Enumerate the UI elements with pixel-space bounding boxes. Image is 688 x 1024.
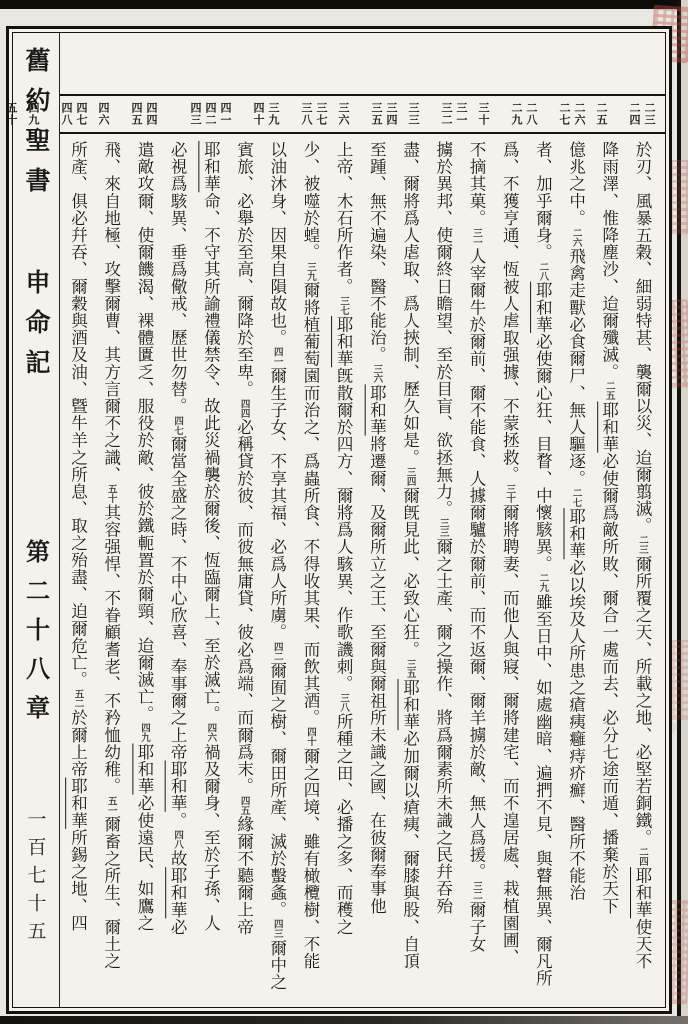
verse-number-group: [349, 102, 397, 126]
verse-number: 二八: [525, 102, 538, 126]
scan-edge-bottom: [0, 1016, 688, 1024]
text-segment: 億兆之中。: [566, 141, 586, 227]
verse-number-marker: 二七: [570, 487, 582, 507]
divine-name-marked: 耶和華: [68, 777, 88, 829]
text-segment: 於爾上帝: [68, 709, 88, 778]
verse-number-marker: 二五: [603, 381, 615, 401]
verse-strip: [5, 94, 665, 134]
text-segment: 禍及爾身、至於子孫、人: [201, 743, 221, 932]
verse-number-marker: 三二: [470, 881, 482, 901]
verse-number: 四十: [252, 102, 265, 126]
scripture-column: [360, 141, 393, 1003]
scripture-column: [261, 141, 294, 1003]
scripture-column: [593, 141, 626, 1003]
verse-number-marker: 四十: [304, 727, 316, 747]
text-segment: 爾將聘妻、而他人與寢、爾將建宅、而不遑居處、栽植園圃、: [500, 504, 520, 966]
verse-number-marker: 二九: [537, 573, 549, 593]
text-segment: 必加爾以瘡痍、爾膝與股、自頂: [400, 730, 420, 970]
text-segment: 不摘其菓。: [466, 141, 486, 227]
verse-number-marker: 三一: [470, 227, 482, 247]
verse-number-marker: 五一: [105, 795, 117, 815]
text-segment: 盡、爾將爲人虐取、爲人挾制、歷久如是。: [400, 141, 420, 466]
scripture-column: [294, 141, 327, 1003]
text-segment: 爾之四境、雖有橄欖樹、不能: [300, 747, 320, 970]
verse-number-marker: 二八: [537, 261, 549, 281]
scripture-column: [427, 141, 460, 1003]
text-segment: 使天不: [633, 918, 652, 970]
text-segment: 雖至日中、如處幽暗、遍捫不見、與瞽無異、爾凡所: [533, 593, 553, 987]
verse-number-marker: 四八: [172, 829, 184, 849]
verse-number-marker: 四三: [271, 919, 283, 939]
text-segment: 必稱貸於彼、而彼無庸貸、彼必爲端、而爾爲末。: [234, 418, 254, 795]
verse-number-marker: 三四: [404, 466, 416, 486]
verse-number-marker: 四六: [205, 723, 217, 743]
verse-number-marker: 三三: [437, 518, 449, 538]
verse-number-marker: 五二: [72, 689, 84, 709]
divine-name-marked: 耶和華: [400, 678, 420, 731]
scan-edge-right: [677, 0, 688, 1024]
text-segment: 爲、不獲亨通、恆被人虐取强據、不蒙拯救。: [500, 141, 520, 483]
text-segment: 爾囿之樹、爾田所產、滅於蟿螽。: [267, 661, 287, 919]
verse-number: 二三: [643, 102, 656, 126]
scripture-column: [95, 141, 128, 1003]
verse-number-marker: 四一: [271, 347, 283, 367]
chapter-heading: 第二十八章: [21, 539, 51, 734]
text-segment: 擄於異邦、使爾終日瞻望、至於目盲、欲拯無力。: [433, 141, 453, 518]
verse-number-marker: 三六: [371, 364, 383, 384]
scripture-column: [393, 141, 426, 1003]
scripture-column: [327, 141, 360, 1003]
text-segment: 爾之土產、爾之操作、將爲爾素所未識之民幷吞殆: [433, 538, 453, 915]
verse-number-marker: 四五: [238, 795, 250, 815]
book-title-deuteronomy: 申命記: [22, 269, 51, 389]
text-segment: 爾旣見此、必致心狂。: [400, 486, 420, 658]
verse-number: 四九: [27, 102, 40, 126]
scripture-column: [460, 141, 493, 1003]
text-segment: 飛禽走獸必食爾尸、無人驅逐。: [566, 247, 586, 487]
text-segment: 緣爾不聽爾上帝: [234, 815, 254, 936]
divine-name-marked: 耶和華: [168, 867, 188, 919]
verse-number-group: [585, 102, 607, 126]
verse-number: 四七: [75, 102, 88, 126]
verse-number: 三五: [370, 102, 383, 126]
text-segment: 至踵、無不遍染、醫不能治。: [367, 141, 387, 364]
verse-number: 三六: [337, 102, 350, 126]
verse-number: 三九: [267, 102, 280, 126]
text-segment: 於刃、風暴五穀、細弱特甚、襲爾以災、迨爾翦滅。: [633, 141, 652, 535]
verse-number: 三二: [440, 102, 453, 126]
text-segment: 爾中之: [267, 939, 287, 991]
verse-number: 四四: [145, 102, 158, 126]
verse-number-group: [467, 102, 489, 126]
scripture-column: [626, 141, 659, 1003]
text-segment: 以油沐身、因果自隕故也。: [267, 141, 287, 347]
verse-number-group: [397, 102, 419, 126]
divine-name-marked: 耶和華: [201, 141, 221, 193]
text-segment: 其容强悍、不眷顧耆老、不矜恤幼稚。: [101, 504, 121, 795]
text-segment: 上帝、木石所作者。: [334, 141, 354, 295]
verse-number: 三七: [315, 102, 328, 126]
verse-number-marker: 二四: [637, 847, 648, 867]
verse-number: 二七: [558, 102, 571, 126]
verse-number: 三八: [300, 102, 313, 126]
text-segment: 必使爾心狂、目瞀、中懷駭異。: [533, 333, 553, 573]
verse-number-marker: 三五: [404, 658, 416, 678]
divine-name-marked: 耶和華: [334, 315, 354, 368]
page-frame: [6, 26, 672, 1014]
verse-number-marker: 三九: [304, 261, 316, 281]
verse-number-group: [87, 102, 109, 126]
verse-number: 二九: [510, 102, 523, 126]
verse-number: 二五: [595, 102, 608, 126]
text-segment: 爾當全盛之時、不中心欣喜、奉事爾之上帝: [168, 435, 188, 761]
scripture-column: [128, 141, 161, 1003]
text-segment: 所產、俱必幷吞、爾穀與酒及油、曁牛羊之所息、取之殆盡、迫爾危亡。: [68, 141, 88, 689]
verse-number-group: [157, 102, 231, 126]
text-segment: 爾畜之所生、爾土之: [101, 815, 121, 970]
verse-number-marker: 三十: [504, 484, 516, 503]
text-segment: 命、不守其所諭禮儀禁令、故此災禍襲於爾後、恆臨爾上、至於滅亡。: [201, 192, 221, 723]
text-segment: 旣散爾於四方、爾將爲人駭異、作歌譏刺。: [334, 367, 354, 693]
verse-number: 四一: [219, 102, 232, 126]
text-segment: 人宰爾牛於爾前、爾不能食、人據爾驢於爾前、而不返爾、爾羊擄於敵、無人爲援。: [466, 247, 486, 881]
text-segment: 故: [168, 849, 188, 868]
divine-name-marked: 耶和華: [134, 743, 154, 795]
verse-number: 四三: [189, 102, 202, 126]
verse-number-marker: 二三: [637, 535, 648, 555]
text-segment: 所種之田、必播之多、而穫之: [334, 713, 354, 936]
scripture-column: [493, 141, 526, 1003]
text-segment: 爾子女: [466, 901, 486, 953]
scripture-column: [227, 141, 260, 1003]
top-margin: [60, 33, 665, 94]
verse-number-group: [279, 102, 327, 126]
text-segment: 降雨澤、惟降塵沙、迨爾殲滅。: [599, 141, 619, 381]
text-segment: 必使爾爲敵所敗、爾合一處而去、必分七途而遁、播棄於天下: [599, 452, 619, 915]
text-segment: 爾所覆之天、所載之地、必堅若銅鐵。: [633, 555, 652, 847]
verse-number-marker: 四九: [138, 723, 150, 743]
text-segment: 必使遠民、如鷹之: [134, 794, 154, 932]
verse-number-marker: 三七: [338, 295, 350, 315]
text-segment: 。: [168, 811, 188, 829]
verse-number-marker: 五十: [105, 484, 117, 503]
verse-number: 二六: [573, 102, 586, 126]
verse-number: 五十: [5, 102, 18, 126]
verse-number-marker: 二六: [570, 227, 582, 247]
verse-number: 三十: [477, 102, 490, 126]
verse-number-group: [419, 102, 467, 126]
text-segment: 必視爲駭異、垂爲儆戒、歷世勿替。: [168, 141, 188, 415]
title-sidebar: [13, 33, 60, 1007]
scripture-column: [194, 141, 227, 1003]
verse-number: 三三: [407, 102, 420, 126]
text-segment: 賓旅、必舉於至高、爾降於至卑。: [234, 141, 254, 398]
verse-number: 四八: [60, 102, 73, 126]
text-segment: 少、被噬於蝗。: [300, 141, 320, 261]
page-frame-inner: [5, 32, 666, 1008]
text-segment: 者、加乎爾身。: [533, 141, 553, 261]
scan-edge-top: [0, 0, 688, 9]
verse-number-group: [489, 102, 537, 126]
verse-number: 三一: [455, 102, 468, 126]
verse-number-group: [109, 102, 157, 126]
verse-number: 二四: [628, 102, 641, 126]
scripture-column: [61, 141, 94, 1003]
book-series-title: 舊約聖書: [22, 47, 51, 207]
text-segment: 爾將植葡萄園而治之、爲蟲所食、不得收其果、而飲其酒。: [300, 281, 320, 727]
verse-number: 四六: [97, 102, 110, 126]
verse-number: 四二: [204, 102, 217, 126]
text-columns: [60, 134, 665, 1007]
verse-number-marker: 四四: [238, 398, 250, 418]
verse-number-group: [327, 102, 349, 126]
verse-number-group: [39, 102, 87, 126]
text-segment: 遣敵攻爾、使爾饑渴、裸體匱乏、服役於敵、彼於鐵軛置於爾頸、迨爾滅亡。: [134, 141, 154, 723]
verse-number-group: [231, 102, 279, 126]
verse-number-group: [17, 102, 39, 126]
verse-number-group: [537, 102, 585, 126]
scripture-column: [559, 141, 592, 1003]
text-segment: 將遷爾、及爾所立之王、至爾與爾祖所未識之國、在彼爾奉事他: [367, 435, 387, 915]
text-segment: 所錫之地、四: [68, 828, 88, 932]
divine-name-marked: 耶和華: [533, 281, 553, 334]
text-segment: 必: [168, 918, 188, 936]
verse-number-group: [0, 102, 17, 126]
page-number: 一百七十五: [24, 809, 47, 949]
verse-number-marker: 三八: [338, 693, 350, 713]
divine-name-marked: 耶和華: [633, 867, 652, 919]
text-segment: 必以埃及人所患之瘡痍癰痔疥癬、醫所不能治: [566, 559, 586, 902]
verse-number-group: [607, 102, 655, 126]
text-segment: 飛、來自地極、攻擊爾曹、其方言爾不之識、: [101, 141, 121, 483]
scripture-column: [161, 141, 194, 1003]
divine-name-marked: 耶和華: [367, 384, 387, 436]
divine-name-marked: 耶和華: [599, 401, 619, 453]
text-segment: 爾生子女、不享其福、必爲人所虜。: [267, 367, 287, 641]
divine-name-marked: 耶和華: [566, 507, 586, 560]
verse-number: 四五: [130, 102, 143, 126]
scripture-column: [526, 141, 559, 1003]
verse-number-marker: 四二: [271, 641, 283, 661]
verse-number: 三四: [385, 102, 398, 126]
verse-number-marker: 四七: [172, 415, 184, 435]
divine-name-marked: 耶和華: [168, 760, 188, 812]
